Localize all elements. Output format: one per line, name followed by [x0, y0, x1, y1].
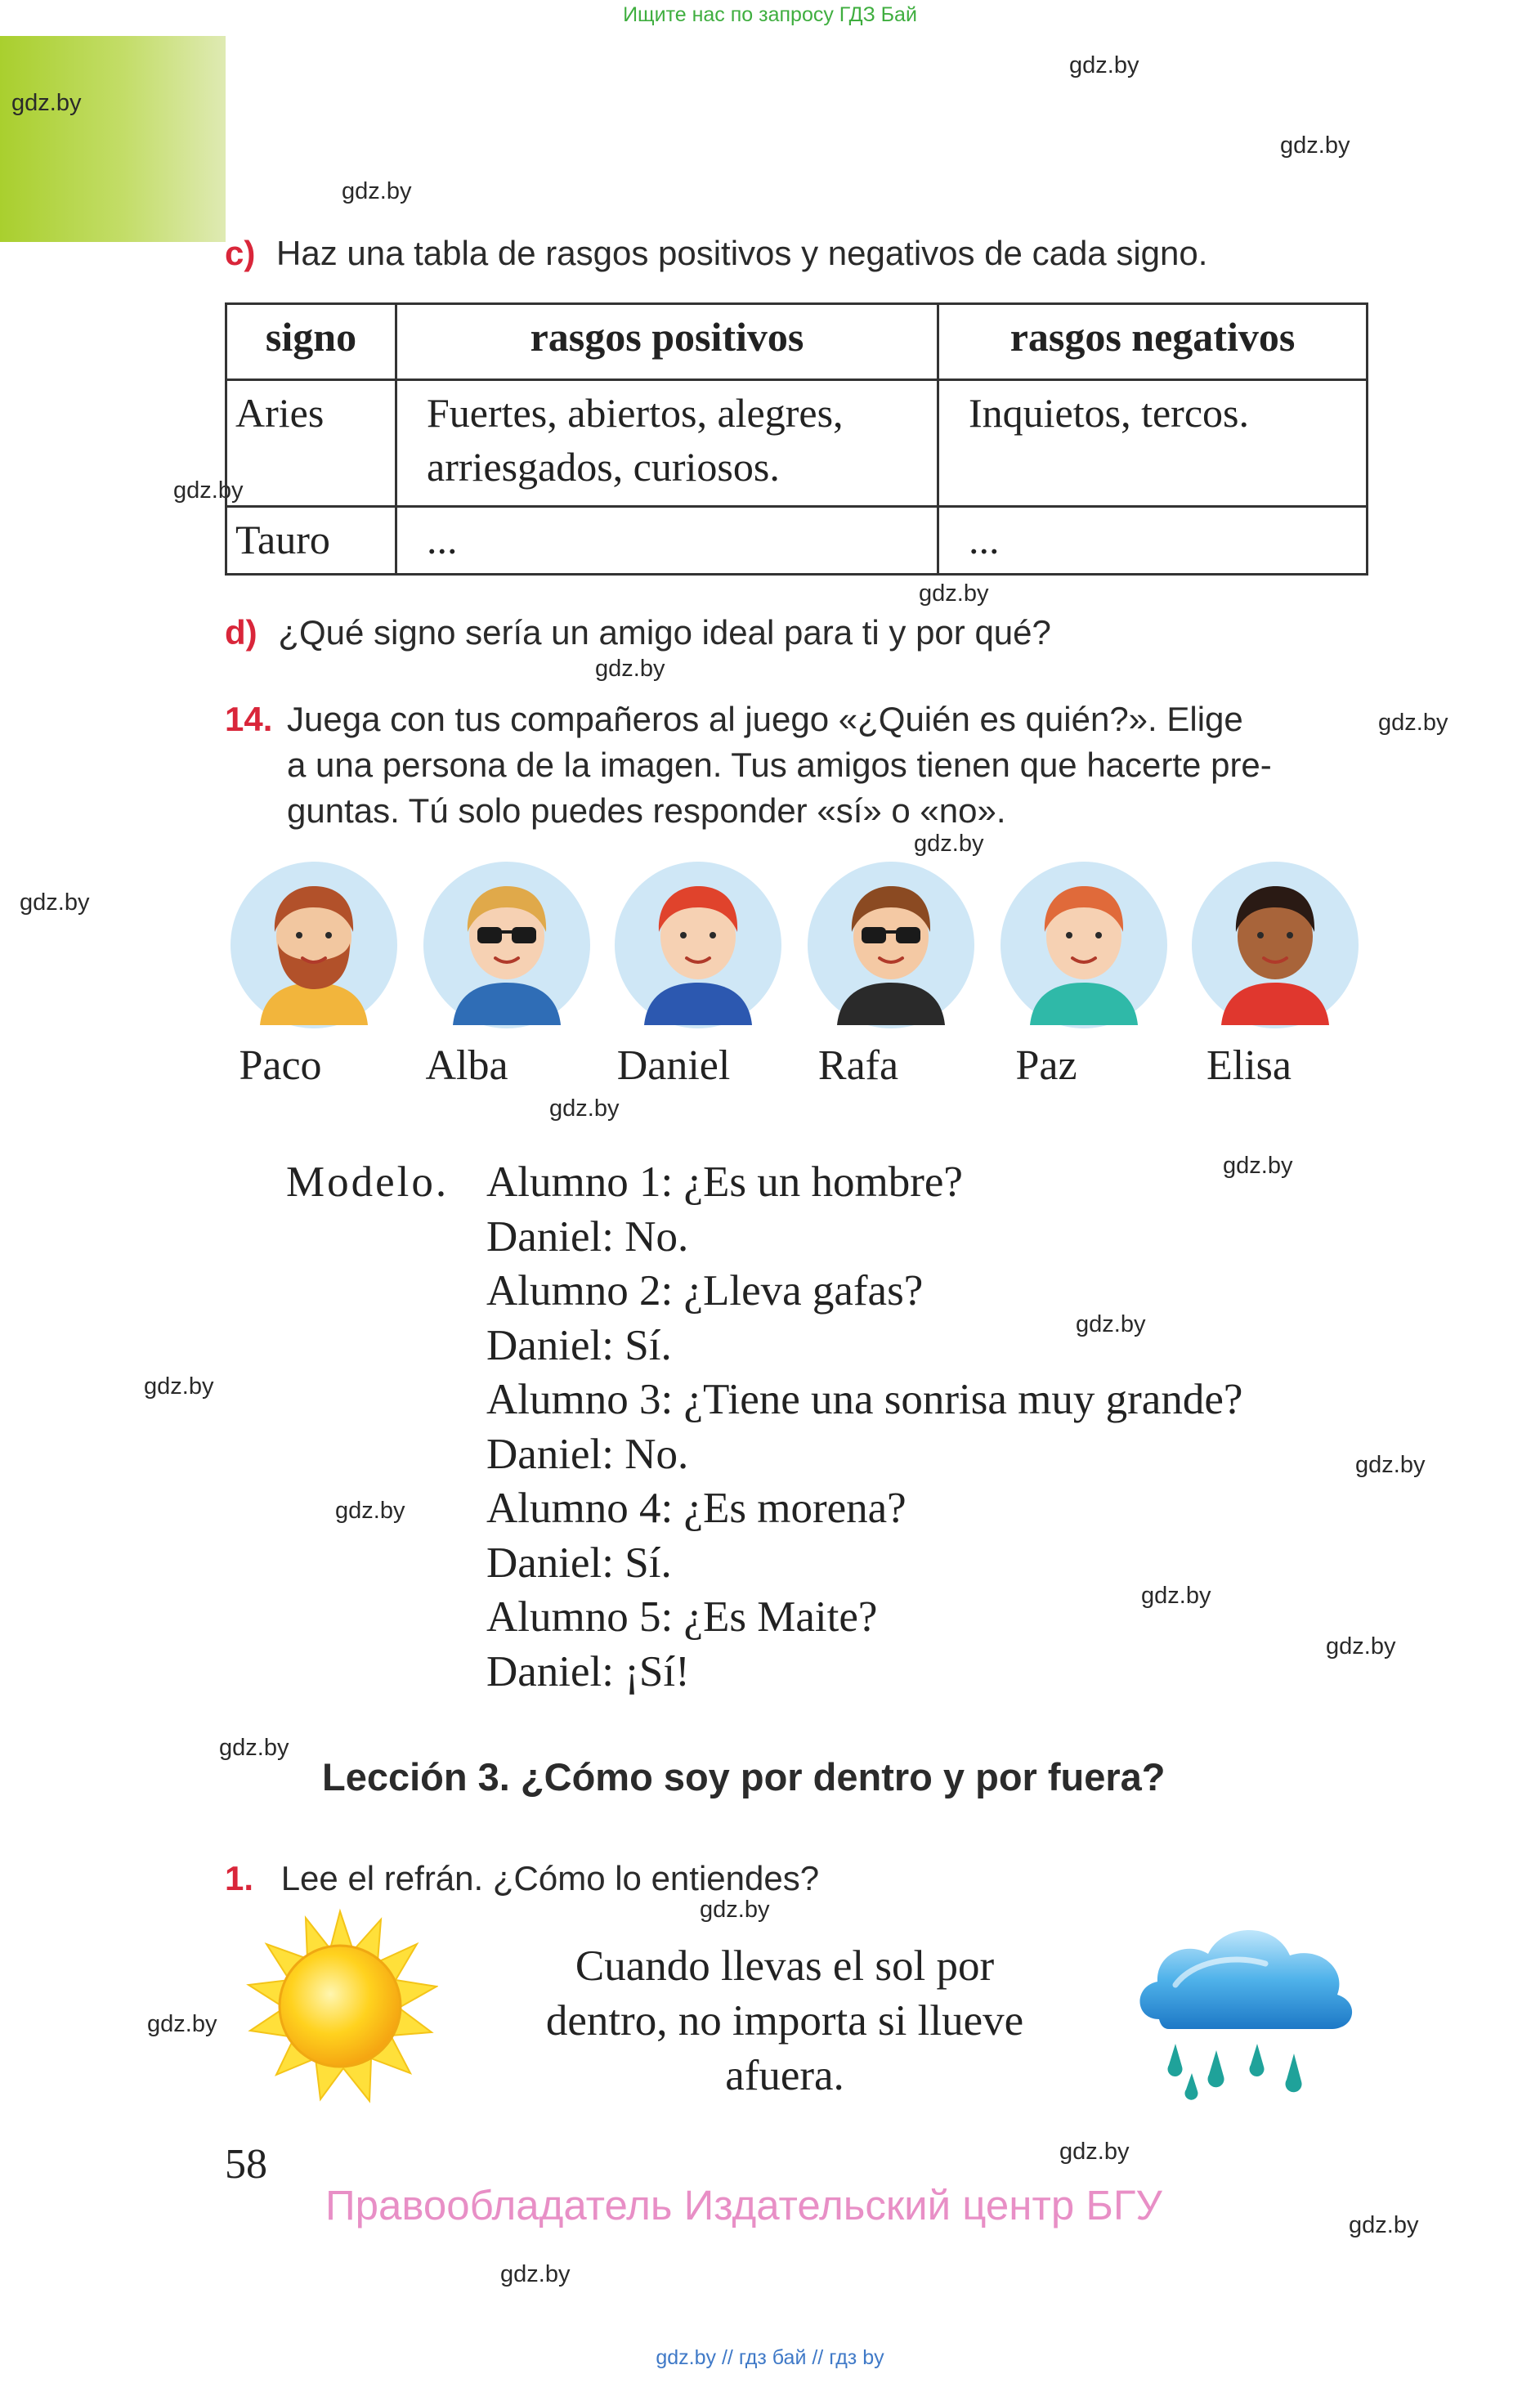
watermark: gdz.by — [1349, 2212, 1419, 2238]
dialogue-line: Alumno 4: ¿Es morena? — [486, 1485, 907, 1532]
task-d — [225, 610, 1051, 656]
watermark: gdz.by — [147, 2011, 217, 2037]
dialogue-line: Daniel: Sí. — [486, 1539, 672, 1587]
dialogue-line: Alumno 1: ¿Es un hombre? — [486, 1158, 963, 1206]
watermark: gdz.by — [700, 1897, 770, 1923]
proverb-line: dentro, no importa si llueve — [545, 1997, 1024, 2045]
avatar — [1001, 862, 1167, 1028]
watermark: gdz.by — [1069, 52, 1139, 78]
watermark: gdz.by — [914, 831, 984, 857]
person-name: Paz — [1015, 1042, 1077, 1089]
task-label: c) — [225, 234, 256, 272]
task-1 — [225, 1856, 819, 1901]
watermark: gdz.by — [335, 1498, 405, 1524]
table-header-cell: signo — [226, 304, 396, 380]
proverb-line: Cuando llevas el sol por — [575, 1942, 995, 1990]
avatar — [1192, 862, 1359, 1028]
task-label: 1. — [225, 1859, 254, 1897]
watermark: gdz.by — [20, 889, 90, 916]
task-label: 14. — [225, 700, 273, 738]
proverb — [474, 1939, 1095, 2103]
dialogue-line: Alumno 3: ¿Tiene una sonrisa muy grande? — [486, 1376, 1243, 1423]
watermark: gdz.by — [1223, 1153, 1293, 1179]
signs-table — [225, 302, 1368, 576]
task-text: ¿Qué signo sería un amigo ideal para ti y por qué? — [278, 613, 1051, 652]
avatar — [808, 862, 974, 1028]
task-line: Juega con tus compañeros al juego «¿Quién es quién?». Elige — [287, 700, 1243, 738]
model-label: Modelo. — [286, 1158, 450, 1206]
watermark: gdz.by — [219, 1735, 289, 1761]
table-cell: ... — [396, 507, 938, 575]
dialogue-line: Alumno 2: ¿Lleva gafas? — [486, 1267, 924, 1315]
table-cell: ... — [938, 507, 1368, 575]
table-row — [226, 380, 1368, 507]
watermark: gdz.by — [11, 90, 82, 116]
avatar — [423, 862, 590, 1028]
task-text: Haz una tabla de rasgos positivos y negativos de cada signo. — [276, 234, 1208, 272]
watermark: gdz.by — [1141, 1583, 1211, 1609]
dialogue-line: Daniel: Sí. — [486, 1321, 672, 1369]
person-name: Daniel — [616, 1042, 731, 1089]
table-header-cell: rasgos negativos — [938, 304, 1368, 380]
lesson-title: Lección 3. ¿Cómo soy por dentro y por fuera? — [322, 1755, 1166, 1798]
watermark: gdz.by — [1280, 132, 1350, 159]
dialogue-line: Alumno 5: ¿Es Maite? — [486, 1593, 878, 1641]
watermark: gdz.by — [144, 1373, 214, 1400]
proverb-line: afuera. — [725, 2052, 844, 2099]
table-cell: Inquietos, tercos. — [938, 380, 1368, 507]
task-label: d) — [225, 613, 257, 652]
watermark: gdz.by — [173, 477, 244, 504]
footer-links[interactable]: gdz.by // гдз бай // гдз by — [656, 2346, 884, 2369]
dialogue-line: Daniel: ¡Sí! — [486, 1647, 690, 1695]
watermark: gdz.by — [1076, 1311, 1146, 1337]
task-line: guntas. Tú solo puedes responder «sí» o «no». — [287, 791, 1006, 830]
watermark: gdz.by — [1059, 2139, 1130, 2165]
dialogue-line: Daniel: No. — [486, 1212, 689, 1261]
watermark: gdz.by — [549, 1095, 620, 1122]
watermark: gdz.by — [500, 2261, 571, 2287]
rights-holder: Правообладатель Издательский центр БГУ — [325, 2182, 1162, 2228]
person-name: Rafa — [817, 1042, 899, 1089]
watermark: gdz.by — [1326, 1633, 1396, 1660]
avatar — [231, 862, 397, 1028]
page-number: 58 — [225, 2141, 267, 2188]
task-c — [225, 231, 1207, 276]
watermark: gdz.by — [919, 580, 989, 607]
watermark: gdz.by — [1355, 1452, 1426, 1478]
watermark: gdz.by — [342, 178, 412, 204]
person-name: Alba — [425, 1042, 508, 1089]
task-line: a una persona de la imagen. Tus amigos tienen que hacerte pre- — [287, 746, 1272, 784]
dialogue-line: Daniel: No. — [486, 1430, 689, 1478]
person-name: Elisa — [1206, 1042, 1292, 1089]
watermark: gdz.by — [595, 656, 665, 682]
task-text: Lee el refrán. ¿Cómo lo entiendes? — [280, 1859, 820, 1897]
watermark: gdz.by — [1378, 710, 1448, 736]
sun-icon — [242, 1908, 438, 2104]
avatar — [615, 862, 781, 1028]
person-name: Paco — [239, 1042, 322, 1089]
corner-tab — [0, 36, 226, 242]
table-cell: Tauro — [226, 507, 396, 575]
top-note[interactable]: Ищите нас по запросу ГДЗ Бай — [623, 3, 917, 26]
table-header-row — [226, 304, 1368, 380]
table-cell: Aries — [226, 380, 396, 507]
table-cell: Fuertes, abiertos, alegres, arriesgados, curiosos. — [396, 380, 938, 507]
table-header-cell: rasgos positivos — [396, 304, 938, 380]
table-row — [226, 507, 1368, 575]
rain-cloud-icon — [1126, 1913, 1363, 2109]
